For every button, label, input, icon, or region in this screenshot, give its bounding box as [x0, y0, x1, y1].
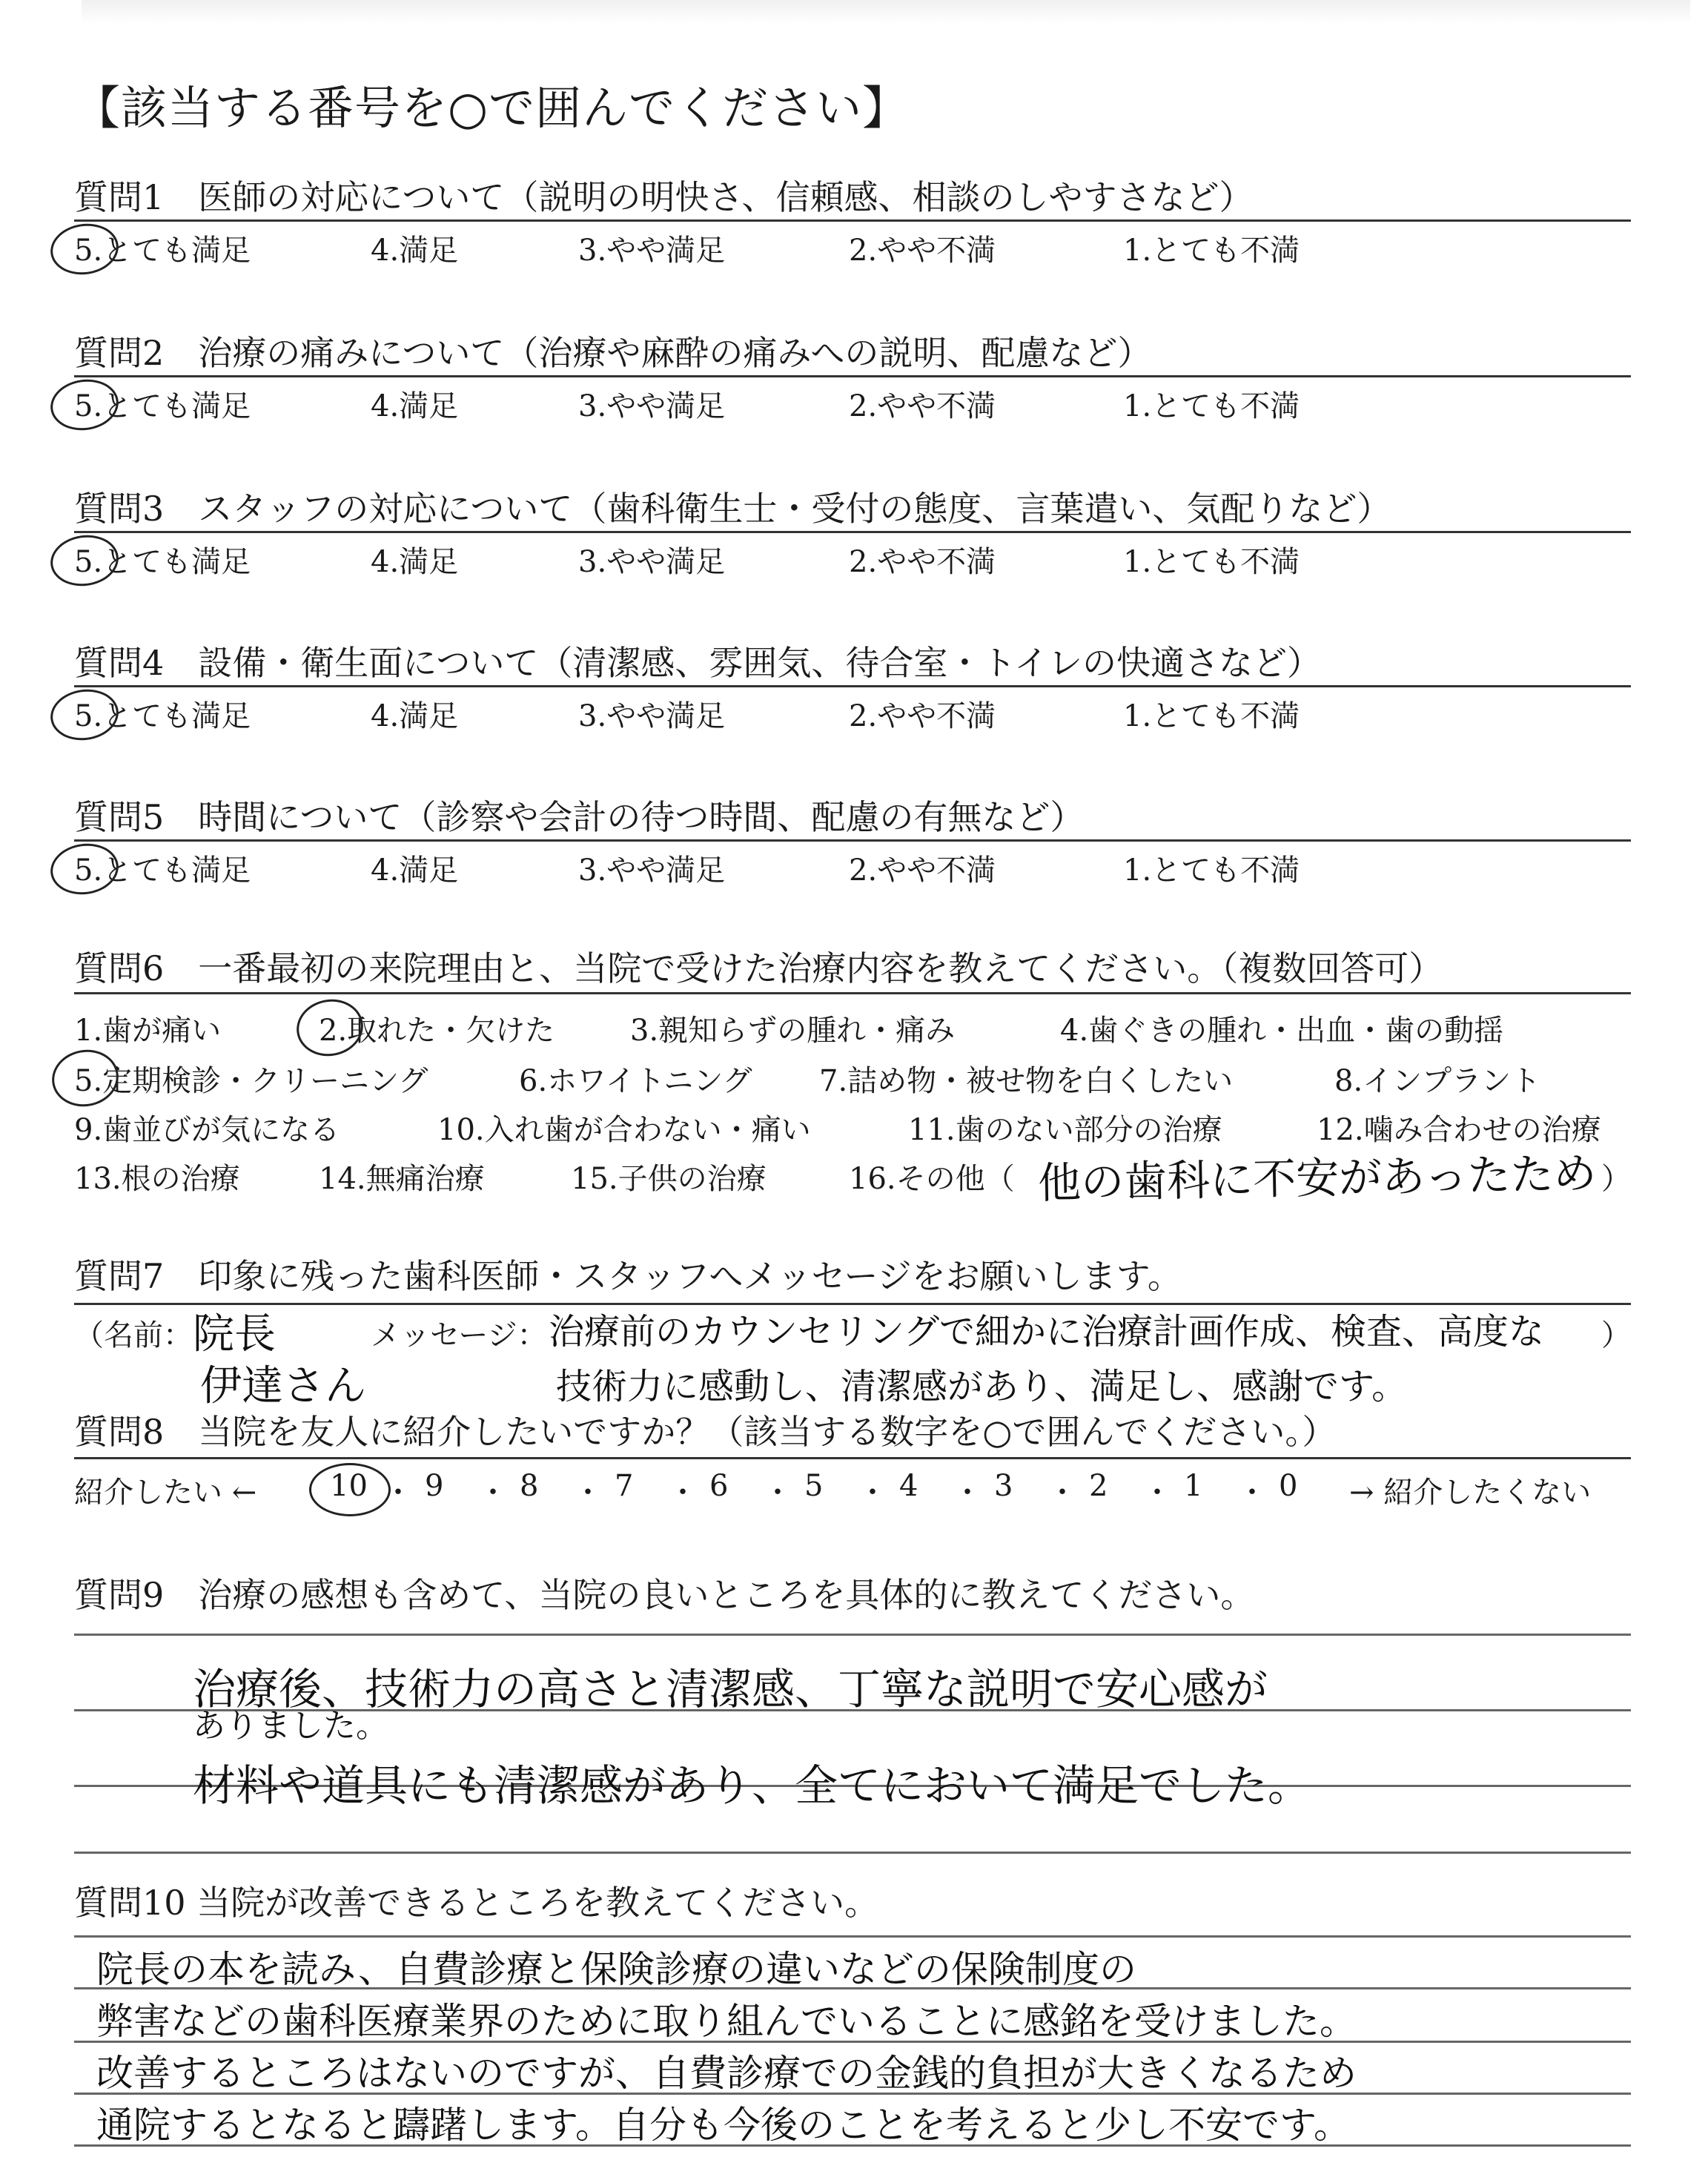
name-value-1: 院長 — [193, 1310, 276, 1358]
rating-option: 4.満足 — [371, 699, 459, 733]
scale-value: 2 — [1089, 1469, 1108, 1503]
treatment-option: 9.歯並びが気になる — [74, 1113, 340, 1147]
rating-option: 5.とても満足 — [74, 389, 251, 423]
treatment-option: 2.取れた・欠けた — [319, 1014, 555, 1048]
question-8-rule — [74, 1457, 1631, 1459]
question-6-other-text: 他の歯科に不安があったため — [1037, 1148, 1598, 1209]
rating-option: 4.満足 — [371, 389, 459, 423]
rating-option: 4.満足 — [371, 545, 459, 579]
rating-option: 5.とても満足 — [74, 234, 251, 268]
rating-option: 3.やや満足 — [578, 389, 726, 423]
treatment-option: 1.歯が痛い — [74, 1014, 222, 1048]
scale-dot: ・ — [478, 1476, 508, 1510]
rating-option: 5.とても満足 — [74, 699, 251, 733]
rating-option: 3.やや満足 — [578, 699, 726, 733]
question-5 — [74, 790, 1631, 894]
scale-value: 7 — [615, 1469, 634, 1503]
treatment-option: 15.子供の治療 — [571, 1162, 767, 1196]
message-line-1: 治療前のカウンセリングで細かに治療計画作成、検査、高度な — [549, 1311, 1545, 1353]
question-1-rule — [74, 219, 1631, 222]
rating-option: 3.やや満足 — [578, 234, 726, 268]
question-3-rule — [74, 531, 1631, 533]
treatment-option: 3.親知らずの腫れ・痛み — [630, 1014, 956, 1048]
page-heading: 【該当する番号を○で囲んでください】 — [74, 81, 910, 135]
question-6-rule — [74, 992, 1631, 994]
answer-text: 通院するとなると躊躇します。自分も今後のことを考えると少し不安です。 — [96, 2104, 1351, 2147]
answer-line — [74, 1634, 1631, 1636]
question-9-title: 質問9 治療の感想も含めて、当院の良いところを具体的に教えてください。 — [74, 1575, 1255, 1615]
question-7 — [74, 1249, 1631, 1420]
name-value-2: 伊達さん — [200, 1362, 366, 1410]
question-10 — [74, 1876, 1631, 2160]
scale-value: 6 — [709, 1469, 729, 1503]
question-9 — [74, 1568, 1631, 1850]
rating-option: 1.とても不満 — [1123, 234, 1300, 268]
scale-right-label: → 紹介したくない — [1349, 1476, 1592, 1510]
rating-option: 2.やや不満 — [849, 699, 996, 733]
treatment-option: 5.定期検診・クリーニング — [74, 1064, 428, 1098]
question-8-title: 質問8 当院を友人に紹介したいですか？（該当する数字を○で囲んでください。） — [74, 1412, 1337, 1452]
rating-option: 1.とても不満 — [1123, 389, 1300, 423]
message-line-2: 技術力に感動し、清潔感があり、満足し、感謝です。 — [556, 1366, 1408, 1407]
question-10-title: 質問10 当院が改善できるところを教えてください。 — [74, 1883, 879, 1923]
question-4-rule — [74, 685, 1631, 687]
treatment-option: 4.歯ぐきの腫れ・出血・歯の動揺 — [1060, 1014, 1504, 1048]
rating-option: 2.やや不満 — [849, 853, 996, 888]
question-8 — [74, 1405, 1631, 1516]
selected-circle — [47, 1045, 123, 1112]
treatment-option: 10.入れ歯が合わない・痛い — [437, 1113, 811, 1147]
rating-option: 3.やや満足 — [578, 545, 726, 579]
question-2-rule — [74, 375, 1631, 377]
scale-value: 9 — [425, 1469, 444, 1503]
rating-option: 2.やや不満 — [849, 389, 996, 423]
answer-text: 改善するところはないのですが、自費診療での金銭的負担が大きくなるため — [96, 2052, 1357, 2095]
question-2-title: 質問2 治療の痛みについて（治療や麻酔の痛みへの説明、配慮など） — [74, 333, 1152, 373]
question-6-close-paren: ） — [1601, 1162, 1631, 1196]
scale-left-label: 紹介したい ← — [74, 1476, 257, 1510]
scale-dot: ・ — [1237, 1476, 1267, 1510]
scale-value: 10 — [330, 1469, 368, 1503]
treatment-option: 12.噛み合わせの治療 — [1317, 1113, 1601, 1147]
question-5-title: 質問5 時間について（診察や会計の待つ時間、配慮の有無など） — [74, 797, 1085, 837]
rating-option: 1.とても不満 — [1123, 853, 1300, 888]
rating-option: 4.満足 — [371, 234, 459, 268]
scale-value: 5 — [804, 1469, 824, 1503]
rating-option: 4.満足 — [371, 853, 459, 888]
treatment-option: 6.ホワイトニング — [519, 1064, 752, 1098]
scale-dot: ・ — [1047, 1476, 1077, 1510]
selected-circle — [292, 994, 368, 1061]
question-6-title: 質問6 一番最初の来院理由と、当院で受けた治療内容を教えてください。（複数回答可） — [74, 948, 1443, 988]
scale-dot: ・ — [383, 1476, 413, 1510]
treatment-option: 13.根の治療 — [74, 1162, 240, 1196]
answer-line — [74, 1852, 1631, 1854]
scan-top-edge — [82, 0, 1690, 24]
treatment-option: 8.インプラント — [1334, 1064, 1541, 1098]
treatment-option: 16.その他（ — [849, 1162, 1015, 1196]
question-1 — [74, 171, 1631, 274]
question-6 — [74, 942, 1631, 1223]
treatment-option: 14.無痛治療 — [319, 1162, 485, 1196]
rating-option: 1.とても不満 — [1123, 545, 1300, 579]
question-1-title: 質問1 医師の対応について（説明の明快さ、信頼感、相談のしやすさなど） — [74, 177, 1254, 217]
question-5-rule — [74, 839, 1631, 842]
scale-value: 0 — [1279, 1469, 1298, 1503]
question-3-title: 質問3 スタッフの対応について（歯科衛生士・受付の態度、言葉遣い、気配りなど） — [74, 489, 1391, 529]
selected-circle — [309, 1463, 391, 1516]
answer-text: 院長の本を読み、自費診療と保険診療の違いなどの保険制度の — [96, 1948, 1136, 1991]
scale-dot: ・ — [953, 1476, 982, 1510]
answer-text: 材料や道具にも清潔感があり、全てにおいて満足でした。 — [193, 1760, 1311, 1811]
question-4 — [74, 636, 1631, 740]
question-2 — [74, 326, 1631, 430]
message-close-paren: ） — [1601, 1318, 1631, 1353]
rating-option: 1.とても不満 — [1123, 699, 1300, 733]
scale-value: 4 — [899, 1469, 918, 1503]
answer-text: 弊害などの歯科医療業界のために取り組んでいることに感銘を受けました。 — [96, 2000, 1357, 2043]
rating-option: 2.やや不満 — [849, 234, 996, 268]
answer-text: ありました。 — [193, 1707, 388, 1745]
treatment-option: 7.詰め物・被せ物を白くしたい — [819, 1064, 1234, 1098]
scale-dot: ・ — [668, 1476, 698, 1510]
scale-dot: ・ — [763, 1476, 792, 1510]
rating-option: 3.やや満足 — [578, 853, 726, 888]
name-label: （名前： — [74, 1318, 193, 1353]
rating-option: 5.とても満足 — [74, 545, 251, 579]
scale-value: 1 — [1184, 1469, 1203, 1503]
question-3 — [74, 482, 1631, 586]
scale-dot: ・ — [573, 1476, 603, 1510]
question-4-title: 質問4 設備・衛生面について（清潔感、雰囲気、待合室・トイレの快適さなど） — [74, 643, 1322, 683]
scale-value: 8 — [520, 1469, 539, 1503]
question-7-title: 質問7 印象に残った歯科医師・スタッフへメッセージをお願いします。 — [74, 1256, 1182, 1296]
message-label: メッセージ： — [371, 1318, 547, 1353]
treatment-option: 11.歯のない部分の治療 — [908, 1113, 1222, 1147]
answer-text: 治療後、技術力の高さと清潔感、丁寧な説明で安心感が — [193, 1664, 1268, 1714]
rating-option: 5.とても満足 — [74, 853, 251, 888]
scale-dot: ・ — [858, 1476, 887, 1510]
scale-value: 3 — [994, 1469, 1013, 1503]
scale-dot: ・ — [1142, 1476, 1172, 1510]
answer-line — [74, 1935, 1631, 1938]
rating-option: 2.やや不満 — [849, 545, 996, 579]
